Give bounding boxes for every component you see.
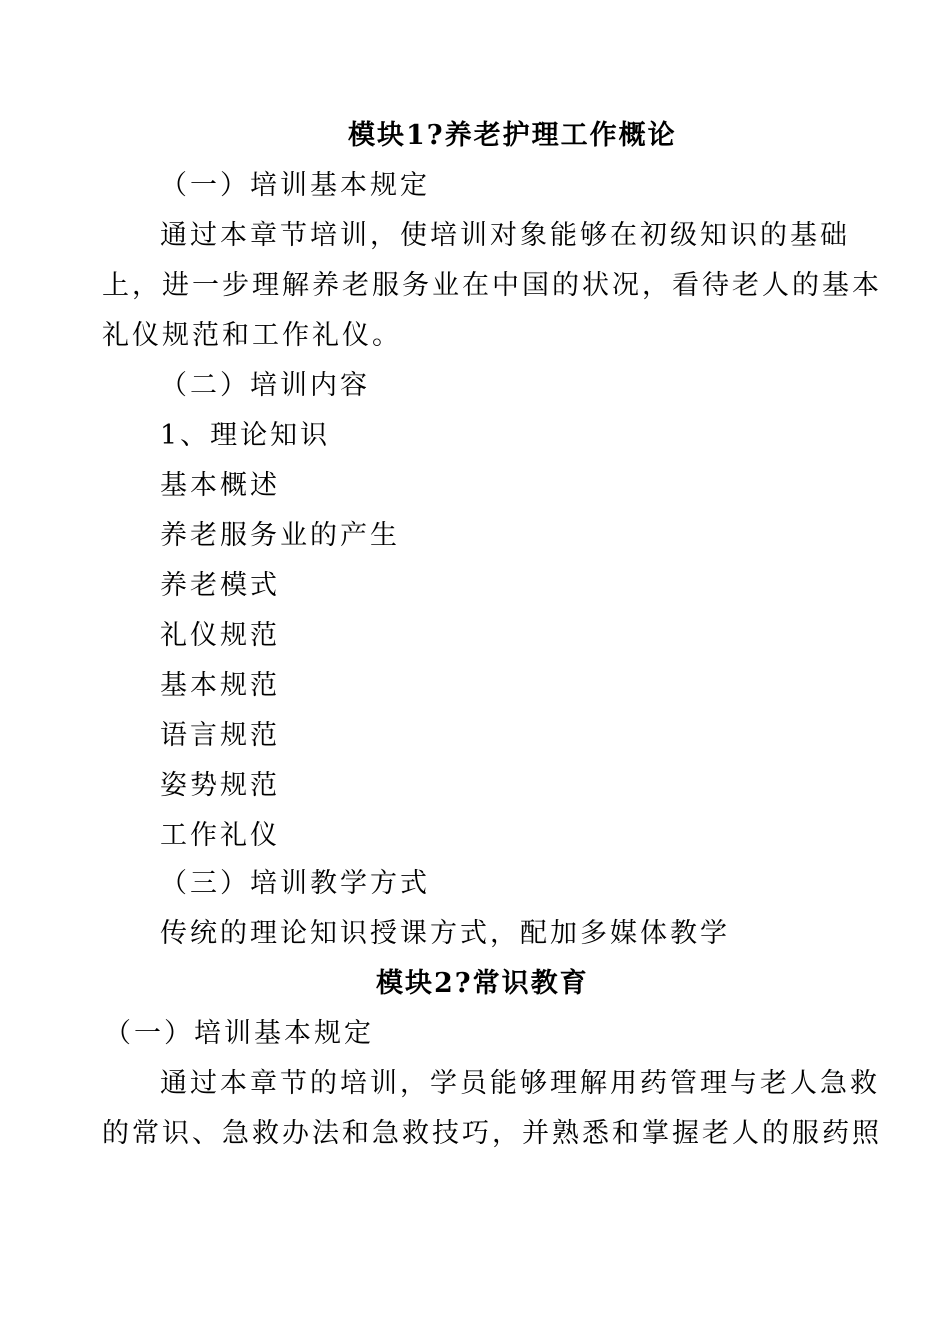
module2-title: 模块2?常识教育: [376, 968, 589, 999]
content-item: 姿势规范: [160, 770, 280, 801]
module1-section2-heading: （二）培训内容: [160, 370, 370, 401]
content-item: 语言规范: [160, 720, 280, 751]
module1-section1-para-line3: 礼仪规范和工作礼仪。: [102, 320, 402, 351]
module2-section1-para-line2: 的常识、急救办法和急救技巧，并熟悉和掌握老人的服药照: [102, 1118, 882, 1149]
content-item: 基本规范: [160, 670, 280, 701]
module1-section1-para-line2: 上，进一步理解养老服务业在中国的状况，看待老人的基本: [102, 270, 882, 301]
module1-section3-heading: （三）培训教学方式: [160, 868, 430, 899]
module1-section1-para-line1: 通过本章节培训，使培训对象能够在初级知识的基础: [160, 220, 850, 251]
module1-title: 模块1?养老护理工作概论: [348, 120, 677, 151]
content-item: 养老服务业的产生: [160, 520, 400, 551]
module2-section1-heading: （一）培训基本规定: [104, 1018, 374, 1049]
module2-section1-para-line1: 通过本章节的培训，学员能够理解用药管理与老人急救: [160, 1068, 880, 1099]
content-item: 养老模式: [160, 570, 280, 601]
module1-subsection-heading: 1、理论知识: [160, 420, 331, 451]
content-item: 工作礼仪: [160, 820, 280, 851]
module1-section1-heading: （一）培训基本规定: [160, 170, 430, 201]
module1-section3-text: 传统的理论知识授课方式，配加多媒体教学: [160, 918, 730, 949]
content-item: 礼仪规范: [160, 620, 280, 651]
content-item: 基本概述: [160, 470, 280, 501]
